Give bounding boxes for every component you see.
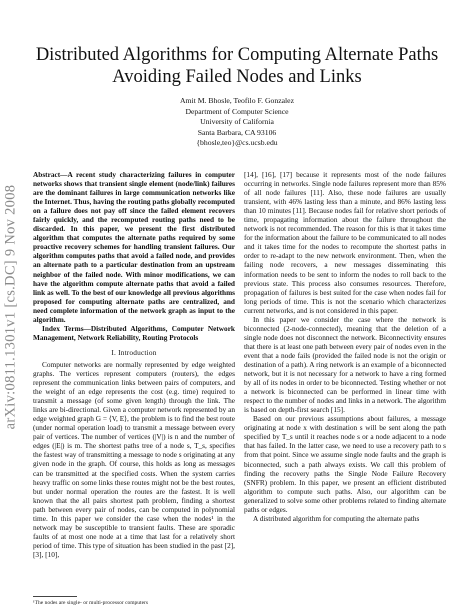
author-email: {bhosle,teo}@cs.ucsb.edu [196, 138, 278, 148]
abstract [33, 170, 235, 342]
body-paragraph-1: [14], [16], [17] because it represents most of the node failures occurring in networks. Single node failures represent more than 85% of all node failures [11]. Also, these node failures are usually transient, with 46% lasting less than a minute, and 86% lasting less than 10 minutes [11]. Because nodes fail for relative short periods of time, propagating information about the failure throughout the network is not recommended. The reason for this is that it takes time for the information about the failure to be communicated to all nodes and it takes time for the nodes to recompute the shortest paths in order to re-adapt to the new network environment. Then, when the failing node recovers, a new messages disseminating this information needs to be sent to inform the nodes to roll back to the previous state. This process also consumes resources. Therefore, propagation of failures is best suited for the case when nodes fail for long periods of time. This is not the scenario which characterizes current networks, and is not considered in this paper. [244, 170, 446, 315]
author-names: Amit M. Bhosle, Teofilo F. Gonzalez [179, 96, 294, 105]
body-paragraph-2: In this paper we consider the case where the network is biconnected (2-node-connected), meaning that the deletion of a single node does not disconnect the network. Biconnectivity ensures that there is at least one path between every pair of nodes even in the event that a node fails (provided the failed node is not the origin or destination of a path). A ring network is an example of a biconnected network, but it is not necessary for a network to have a ring formed by all of its nodes in order to be biconnected. Testing whether or not a network is biconnected can be performed in linear time with respect to the number of nodes and links in a network. The algorithm is based on depth-first search [15]. [244, 314, 446, 415]
arxiv-stamp [0, 0, 22, 613]
abstract-text: Abstract—A recent study characterizing failures in computer networks shows that transient single element (node/link) failures are the dominant failures in large communication networks like the Internet. Thus, having the routing paths globally recomputed on a failure does not pay off since the failed element recovers fairly quickly, and the recomputed routing paths need to be discarded. In this paper, we present the first distributed algorithm that computes the alternate paths required by some proactive recovery schemes for handling transient failures. Our algorithm computes paths that avoid a failed node, and provides an alternate path to a particular destination from an upstream neighbor of the failed node. With minor modifications, we can have the algorithm compute alternate paths that avoid a failed link as well. To the best of our knowledge all previous algorithms proposed for computing alternate paths are centralized, and need complete information of the network graph as input to the algorithm. [33, 170, 235, 324]
author-city: Santa Barbara, CA 93106 [197, 127, 277, 137]
index-terms: Index Terms—Distributed Algorithms, Computer Network Management, Network Reliability, Routing Protocols [33, 323, 235, 342]
intro-paragraph: Computer networks are normally represented by edge weighted graphs. The vertices represent computers (routers), the edges represent the communication links between pairs of computers, and the weight of an edge represents the cost (e.g. time) required to transmit a message (of some given length) through the link. The links are bi-directional. Given a computer network represented by an edge weighted graph G = ⟨V, E⟩, the problem is to find the best route (under normal operation load) to transmit a message between every pair of vertices. The number of vertices (|V|) is n and the number of edges (|E|) is m. The shortest paths tree of a node s, T_s, specifies the fastest way of transmitting a message to node s originating at any given node in the graph. Of course, this holds as long as messages can be transmitted at the specified costs. When the system carries heavy traffic on some links these routes might not be the best routes, but under normal operation the routes are the fastest. It is well known that the all pairs shortest path problem, finding a shortest path between every pair of nodes, can be computed in polynomial time. In this paper we consider the case when the nodes¹ in the network may be susceptible to transient faults. These are sporadic faults of at most one node at a time that last for a relatively short period of time. This type of situation has been studied in the past [2], [3], [10], [33, 359, 235, 559]
arxiv-stamp-text: arXiv:0811.1301v1 [cs.DC] 9 Nov 2008 [2, 184, 19, 429]
section-heading-introduction: I. Introduction [111, 347, 157, 357]
paper-title: Distributed Algorithms for Computing Alternate Paths Avoiding Failed Nodes and Links [35, 45, 439, 87]
left-column [33, 170, 235, 559]
footnote-rule [33, 596, 77, 597]
body-paragraph-4: A distributed algorithm for computing the alternate paths [253, 513, 420, 523]
author-block [60, 96, 414, 149]
author-university: University of California [200, 117, 274, 127]
body-paragraph-3: Based on our previous assumptions about failures, a message originating at node x with destination s will be sent along the path specified by T_s until it reaches node s or a node adjacent to a node that has failed. In the latter case, we need to use a recovery path to s from that point. Since we assume single node faults and the graph is biconnected, such a path always exists. We call this problem of finding the recovery paths the Single Node Failure Recovery (SNFR) problem. In this paper, we present an efficient distributed algorithm to compute such paths. Also, our algorithm can be generalized to solve some other problems related to finding alternate paths or edges. [244, 414, 446, 514]
footnote: ¹The nodes are single- or multi-processor computers [33, 600, 148, 606]
right-column [244, 170, 446, 523]
author-department: Department of Computer Science [185, 106, 289, 116]
